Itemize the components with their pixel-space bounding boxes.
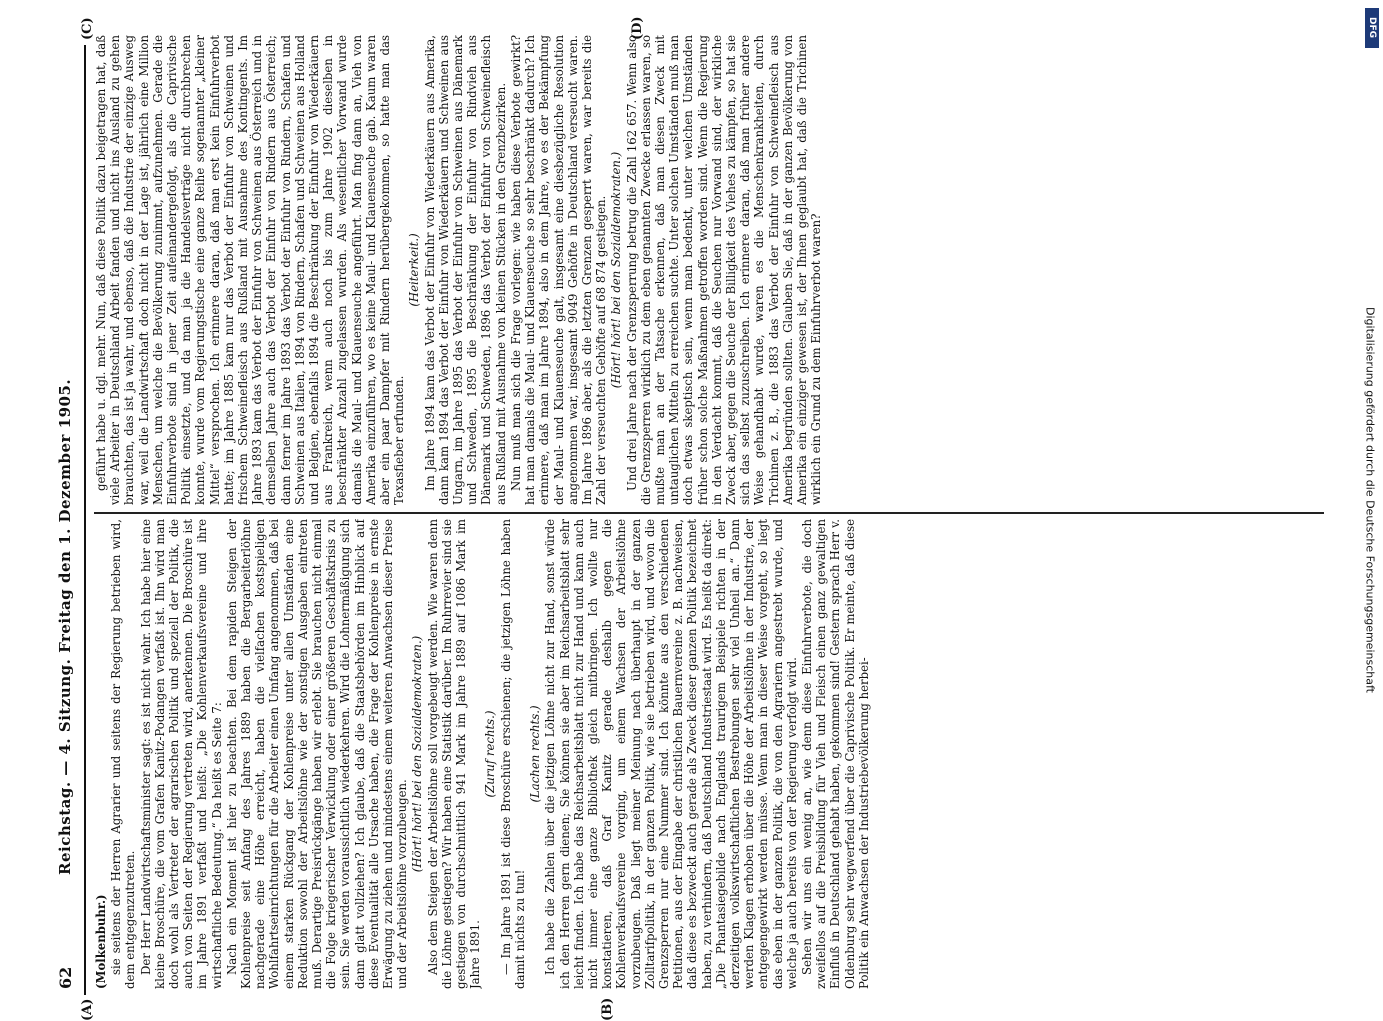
quotation: Nach ein Moment ist hier zu beachten. Bei dem rapiden Steigen der Kohlenpreise seit Anfang des Jahres 1889 haben die Bergarbeiterlöhne nachgerade eine Höhe erreicht, haben die vielfachen kostspieligen Wohlfahrtseinrichtungen für die Arbeiter einen Umfang angenommen, daß bei einem starken Rückgang der Kohlenpreise unter allen Umständen eine Reduktion sowohl der Arbeitslöhne wie der sonstigen Ausgaben eintreten muß. Derartige Preisrückgänge haben wir erlebt. Sie brauchen nicht einmal die Folge kriegerischer Verwicklung oder einer größeren Geschäftskrisis zu sein. Sie werden voraussichtlich wiederkehren. Wird die Lohnermäßigung sich dann glatt vollziehen? Ich glaube, daß die Staatsbehörden im Hinblick auf diese Eventualität alle Ursache haben, die Frage der Kohlenpreise in ernste Erwägung zu ziehen und mindestens einem weiteren Anwachsen dieser Preise und der Arbeitslöhne vorzubeugen. (224, 519, 410, 989)
paragraph: Sehen wir uns ein wenig an, wie denn diese Einfuhrverbote, die doch zweifellos auf die Preisbildung für Vieh und Fleisch einen ganz gewaltigen Einfluß in Deutschland gehabt haben, gekommen sind! Gestern sprach Herr v. Oldenburg sehr wegwerfend über die Caprivische Politik. Er meinte, daß diese Politik ein Anwachsen der Industriebevölkerung herbei- (799, 519, 871, 989)
paragraph: Ich habe die Zahlen über die jetzigen Löhne nicht zur Hand, sonst würde ich den Herren gern dienen; Sie können sie aber im Reichsarbeitsblatt sehr leicht finden. Ich habe das Reichsarbeitsblatt nicht zur Hand und kann auch nicht immer eine ganze Bibliothek gleich mitbringen. Ich wollte nur konstatieren, daß Graf Kanitz gerade deshalb gegen die Kohlenverkaufsvereine vorging, um einem Wachsen der Arbeitslöhne vorzubeugen. Daß liegt meiner Meinung nach überhaupt in der ganzen Zolltarifpolitik, in der ganzen Politik, wie sie betrieben wird, und wovon die Grenzsperren nur eine Nummer sind. Ich könnte aus den verschiedenen Petitionen, aus der Eingabe der christlichen Bauernvereine z. B. nachweisen, daß diese es bezweckt auch gerade als Zweck dieser ganzen Politik bezeichnet haben, zu verhindern, daß Deutschland Industriestaat wird. Es heißt da direkt: „Die Phantasiegebilde nach Englands traurigem Beispiele richten in der derzeitigen volkswirtschaftlichen Bestrebungen sehr viel Unheil an.“ Dann werden Klagen erhoben über die Höhe der Arbeitslöhne in der Industrie, der entgegengewirkt werden müsse. Wenn man in dieser Weise vorgeht, so liegt das eben in der ganzen Politik, die von den Agrariern angestrebt wurde, und welche ja auch bereits von der Regierung verfolgt wird. (543, 519, 799, 989)
paragraph: sie seitens der Herren Agrarier und seitens der Regierung betrieben wird, dem entgegenzutreten. (109, 519, 138, 989)
digitization-note: Digitalisierung gefördert durch die Deutsche Forschungsgemeinschaft (1363, 307, 1377, 693)
margin-marker-c: (C) (80, 17, 95, 40)
page-header (56, 45, 86, 995)
running-head: Reichstag. — 4. Sitzung. Freitag den 1. Dezember 1905. (56, 378, 74, 875)
paragraph: Im Jahre 1894 kam das Verbot der Einfuhr von Wiederkäuern aus Amerika, dann kam 1894 das Verbot der Einfuhr von Wiederkäuern und Schweinen aus Ungarn, im Jahre 1895 das Verbot der Einfuhr von Schweinen aus Dänemark und Schweden, 1895 die Beschränkung der Einfuhr von Rindvieh aus Dänemark und Schweden, 1896 das Verbot der Einfuhr von Schweinefleisch aus Rußland mit Ausnahme von kleinen Stücken in den Grenzbezirken. (422, 35, 508, 505)
page-number: 62 (56, 966, 75, 989)
paragraph: Der Herr Landwirtschaftsminister sagt: es ist nicht wahr. Ich habe hier eine kleine Broschüre, die vom Grafen Kanitz-Podangen verfaßt ist. Ihn wird man doch wohl als Vertreter der agrarischen Politik und speziell der Politik, die auch von Seiten der Regierung vertreten wird, anerkennen. Die Broschüre ist im Jahre 1891 verfaßt und heißt: „Die Kohlenverkaufsvereine und ihre wirtschaftliche Bedeutung.“ Da heißt es Seite 7: (138, 519, 224, 989)
paragraph: — Im Jahre 1891 ist diese Broschüre erschienen; die jetzigen Löhne haben damit nichts zu tun! (498, 519, 527, 989)
margin-marker-b: (B) (600, 997, 615, 1021)
dfg-logo: DFG (1365, 8, 1379, 48)
left-column (94, 519, 1324, 989)
interjection: (Hört! hört! bei den Sozialdemokraten.) (609, 151, 624, 389)
margin-marker-a: (A) (80, 998, 95, 1021)
interjection: (Hört! hört! bei den Sozialdemokraten.) (410, 635, 425, 873)
margin-marker-d: (D) (630, 16, 645, 40)
column-divider (94, 513, 1324, 515)
paragraph: geführt habe u. dgl. mehr. Nun, daß diese Politik dazu beigetragen hat, daß viele Arbeiter in Deutschland Arbeit fanden und nicht ins Ausland zu gehen brauchten, das ist ja wahr, und ebenso, daß die Industrie der einzige Ausweg war, weil die Landwirtschaft doch nicht in der Lage ist, jährlich eine Million Menschen, um welche die Bevölkerung zunimmt, aufzunehmen. Gerade die Einfuhrverbote sind in jener Zeit aufeinandergefolgt, als die Caprivische Politik einsetzte, und da man ja die Handelsverträge nicht durchbrechen konnte, wurde vom Regierungstische eine ganze Reihe sogenannter „kleiner Mittel“ versprochen. Ich erinnere daran, daß man erst kein Einfuhrverbot hatte; im Jahre 1885 kam nur das Verbot der Einfuhr von Schweinen und frischem Schweinefleisch aus Rußland mit Ausnahme des Kontingents. Im Jahre 1893 kam das Verbot der Einfuhr von Schweinen aus Österreich und in demselben Jahre auch das Verbot der Einfuhr von Rindern aus Österreich; dann ferner im Jahre 1893 das Verbot der Einfuhr von Rindern, Schafen und Schweinen aus Italien, 1894 von Rindern, Schafen und Schweinen aus Holland und Belgien, ebenfalls 1894 die Beschränkung der Einfuhr von Wiederkäuern aus Frankreich, wenn auch noch bis zum Jahre 1902 dieselben in beschränkter Anzahl zugelassen wurden. Als wesentlicher Vorwand wurde damals die Maul- und Klauenseuche angeführt. Man fing dann an, Vieh von Amerika einzuführen, wo es keine Maul- und Klauenseuche gab. Kaum waren aber ein paar Dampfer mit Rindern herübergekommen, so hatte man das Texasfieber erfunden. (94, 35, 407, 505)
interjection: (Heiterkeit.) (407, 233, 422, 307)
scanned-page (40, 15, 1340, 1021)
speaker-name: (Molkenbuhr.) (94, 894, 108, 989)
interjection: (Lachen rechts.) (528, 705, 543, 803)
paragraph: Und drei Jahre nach der Grenzsperrung betrug die Zahl 162 657. Wenn also die Grenzsperren wirklich zu dem eben genannten Zwecke erlassen waren, so mußte man an der Tatsache erkennen, daß man diesen Zweck mit untauglichen Mitteln zu erreichen suchte. Unter solchen Umständen muß man doch etwas skeptisch sein, wenn man bedenkt, unter welchen Umständen früher schon solche Maßnahmen getroffen worden sind. Wenn die Regierung in den Verdacht kommt, daß die Seuchen nur Vorwand sind, der wirkliche Zweck aber, gegen die Seuche der Billigkeit des Viehes zu kämpfen, so hat sie sich das selbst zuzuschreiben. Ich erinnere daran, daß man früher andere Weise gehandhabt wurde, waren es die Menschenkrankheiten, durch Trichinen z. B., die 1883 das Verbot der Einfuhr von Schweinefleisch aus Amerika begründen sollten. Glauben Sie, daß in der ganzen Bevölkerung von Amerika ein einziger gewesen ist, der Ihnen geglaubt hat, daß die Trichinen wirklich ein Grund zu dem Einfuhrverbot waren? (624, 35, 824, 505)
right-column (94, 35, 1324, 505)
interjection: (Zuruf rechts.) (483, 710, 498, 798)
paragraph: Also dem Steigen der Arbeitslöhne soll vorgebeugt werden. Wie waren denn die Löhne gestiegen? Wir haben eine Statistik darüber. Im Ruhrrevier sind sie gestiegen von durchschnittlich 941 Mark im Jahre 1889 auf 1086 Mark im Jahre 1891. (425, 519, 483, 989)
paragraph: Nun muß man sich die Frage vorlegen: wie haben diese Verbote gewirkt? hat man damals die Maul- und Klauenseuche so sehr beschränkt dadurch? Ich erinnere, daß man im Jahre 1894, also in dem Jahre, wo es der Bekämpfung der Maul- und Klauenseuche galt, insgesamt eine diesbezügliche Resolution angenommen war, insgesamt 9049 Gehöfte in Deutschland verseucht waren. Im Jahre 1896 aber, als die letzten Grenzen gesperrt waren, war bereits die Zahl der verseuchten Gehöfte auf 68 874 gestiegen. (508, 35, 609, 505)
